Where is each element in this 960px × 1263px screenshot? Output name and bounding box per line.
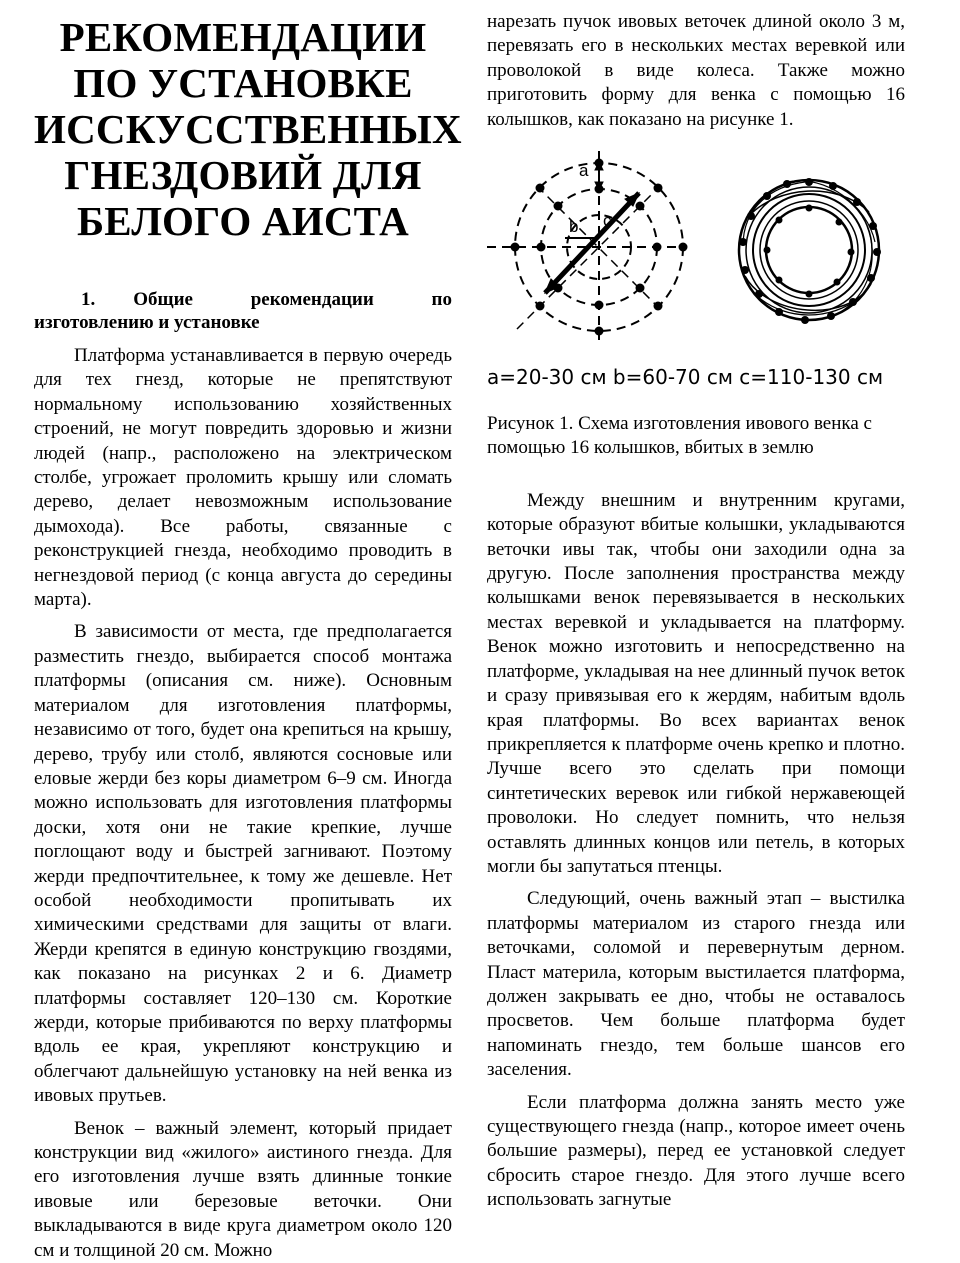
label-a: a xyxy=(579,161,589,181)
label-b: b xyxy=(569,217,579,237)
paragraph-continued: нарезать пучок ивовых веточек длиной около 3 м, перевязать его в нескольких местах веревкой или проволокой в виде колеса. Также можно приготовить форму для венка с помощью 16 колышков, как показано на рисунке 1. xyxy=(487,11,905,130)
figure-1 xyxy=(487,146,905,356)
right-column xyxy=(487,0,905,1213)
paragraph: В зависимости от места, где предполагается разместить гнездо, выбирается способ монтажа платформы (описания см. ниже). Основным материалом для изготовления платформы, независимо от того, будет она крепиться на крышу, дерево, трубу или столб, являются сосновые или еловые жерди без коры диаметром 6–9 см. Иногда можно использовать для изготовления платформы доски, хотя они не такие крепкие, лучше поглощают воду и быстрей загнивают. Поэтому жерди предпочтительнее, к тому же дешевле. Нет особой необходимости пропитывать их химическими средствами для защиты от влаги. Жерди крепятся в единую конструкцию гвоздями, как показано на рисунках 2 и 6. Диаметр платформы составляет 120–130 см. Короткие жерди, которые прибиваются по верху платформы вдоль ее края, укрепляют конструкцию и облегчают дальнейшую установку на ней венка из ивовых прутьев. xyxy=(34,621,452,1107)
paragraph: Следующий, очень важный этап – выстилка платформы материалом из старого гнезда или веточками, соломой и перевернутым дерном. Пласт материла, которым выстилается платформа, должен закрывать ее дно, чтобы не оставалось просветов. Чем больше платформа будет напоминать гнездо, тем больше шансов его заселения. xyxy=(487,888,905,1081)
left-column xyxy=(34,0,462,1263)
label-c: c xyxy=(603,211,612,231)
paragraph: Между внешним и внутренним кругами, которые образуют вбитые колышки, укладываются веточки ивы так, чтобы они заходили одна за другую. После заполнения пространства между колышками венок перевязывается в нескольких местах веревкой и укладывается на платформу. Венок можно изготовить и непосредственно на платформе, укладывая на нее длинный пучок веток и сразу привязывая его к жердям, набитым вдоль края платформы. Во всех вариантах венок прикрепляется к платформе очень крепко и плотно. Лучше всего это сделать при помощи синтетических веревок или гибкой нержавеющей проволоки. Но следует помнить, что нельзя оставлять длинных концов или петель, в которых могли бы запутаться птенцы. xyxy=(487,489,905,877)
section-heading-line2: изготовлению и установке xyxy=(34,312,260,333)
paragraph: Если платформа должна занять место уже существующего гнезда (напр., которое имеет очень большие размеры), перед ее установкой следует сбросить старое гнездо. Для этого лучше всего использовать загнутые xyxy=(487,1091,905,1211)
section-heading xyxy=(34,288,452,334)
paragraph: Венок – важный элемент, который придает конструкции вид «жилого» аистиного гнезда. Для его изготовления лучше взять длинные тонкие ивовые или березовые веточки. Они выкладываются в виде круга диаметром около 120 см и толщиной 20 см. Можно xyxy=(34,1117,452,1261)
section-heading-line1: 1. Общие рекомендации по xyxy=(81,289,452,310)
figure-dimensions: a=20-30 см b=60-70 см c=110-130 см xyxy=(487,365,884,390)
figure-caption: Рисунок 1. Схема изготовления ивового венка с помощью 16 колышков, вбитых в землю xyxy=(487,413,872,459)
page-title: РЕКОМЕНДАЦИИ ПО УСТАНОВКЕ ИССКУССТВЕННЫХ ГНЕЗДОВИЙ ДЛЯ БЕЛОГО АИСТА xyxy=(34,14,462,244)
paragraph: Платформа устанавливается в первую очередь для тех гнезд, которые не препятствуют нормальному использованию хозяйственных строений, не могут повредить здоровью и жизни людей (напр., расположено на электрическом столбе, угрожает проломить крышу или сломать дерево, делает невозможным использование дымохода). Все работы, связанные с реконструкцией гнезда, необходимо проводить в негнездовой период (с конца августа до середины марта). xyxy=(34,345,452,611)
willow-wreath-drawing xyxy=(739,178,881,324)
figure-1-drawing xyxy=(487,146,905,356)
